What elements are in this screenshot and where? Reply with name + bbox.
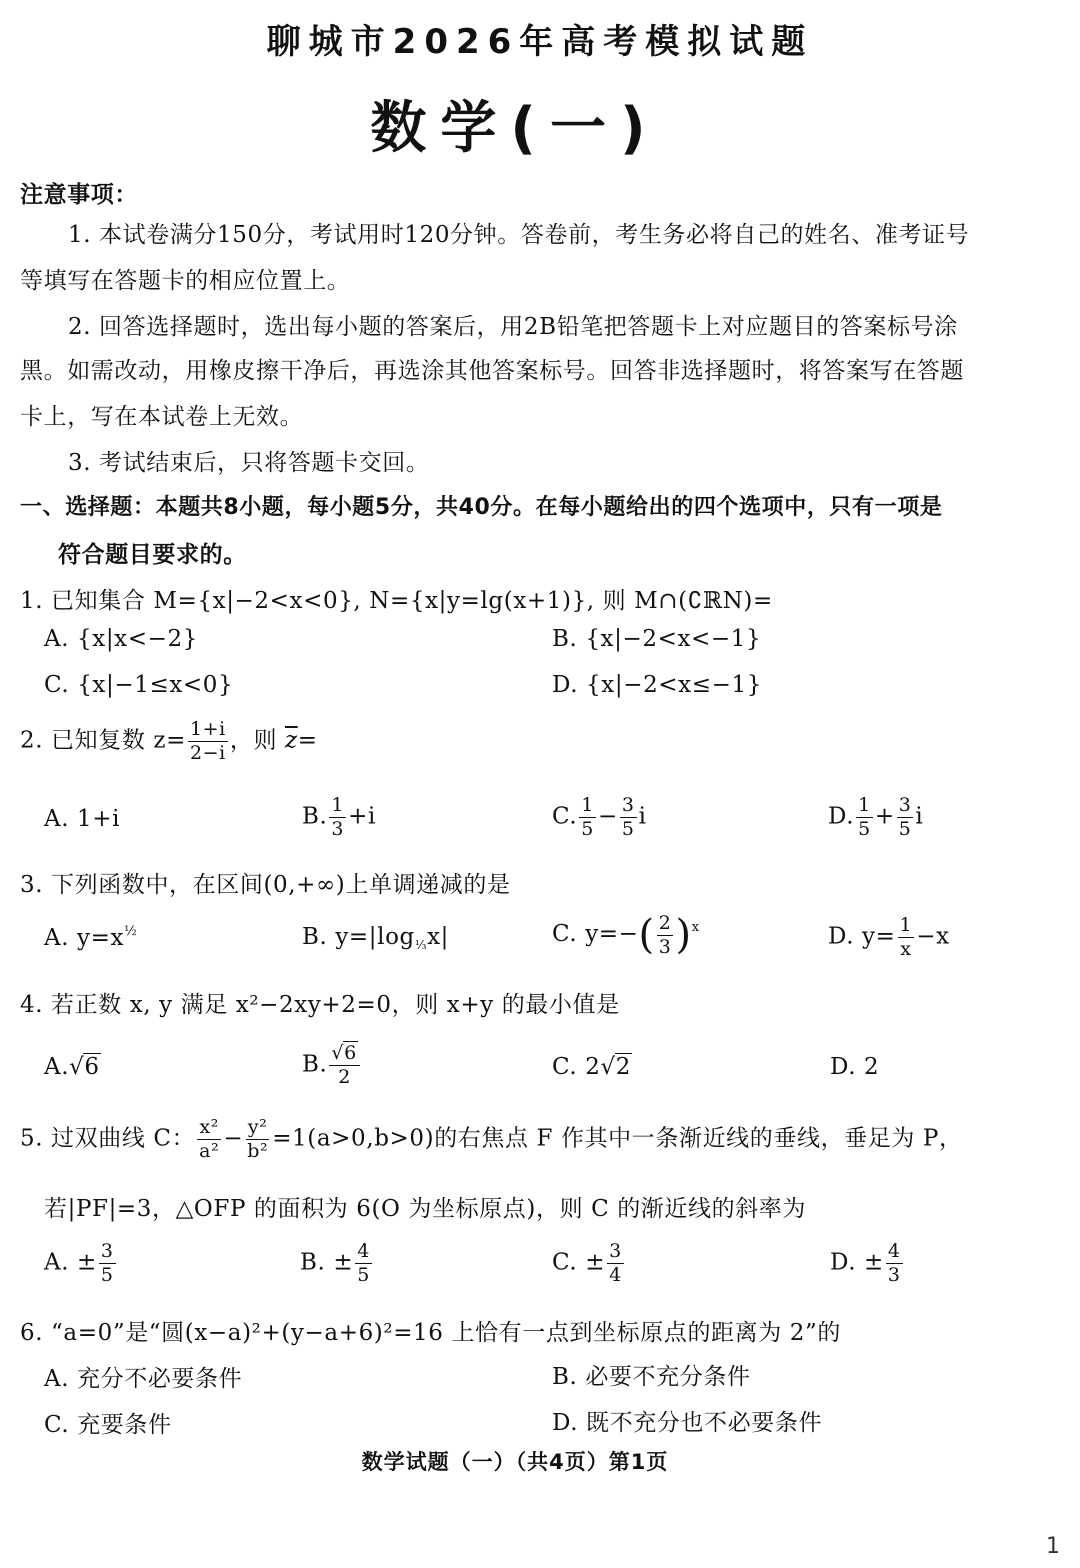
question-5-stem-line-1: 5. 过双曲线 C： $\frac{\text{x²}}{\text{a²}}$ − $\frac{\text{y²}}{\text{b²}}$ =1(a>0,b>0)的右焦点 F 作其中一条渐近线的垂线，垂足为 P， — [20, 1116, 963, 1162]
question-3-stem: 3. 下列函数中，在区间(0,+∞)上单调递减的是 — [20, 872, 511, 898]
question-3-option-c: C. y=−( $\frac{2}{3}$ )$^x$ — [552, 911, 700, 958]
question-4-option-c: C. 2√2 — [552, 1054, 631, 1080]
page-footer: 数学试题（一）（共4页）第1页 — [361, 1450, 669, 1474]
exam-subtitle: 数学(一) — [370, 96, 660, 161]
question-6-option-d: D. 既不充分也不必要条件 — [552, 1410, 823, 1436]
notice-item-1-line-2: 等填写在答题卡的相应位置上。 — [20, 268, 351, 294]
question-5-stem-line-2: 若|PF|=3，△OFP 的面积为 6(O 为坐标原点)，则 C 的渐近线的斜率为 — [44, 1196, 807, 1222]
question-6-option-a: A. 充分不必要条件 — [44, 1366, 243, 1392]
question-6-stem: 6. “a=0”是“圆(x−a)²+(y−a+6)²=16 上恰有一点到坐标原点的距离为 2”的 — [20, 1320, 841, 1346]
question-5-option-d: D. ± $\frac{4}{3}$ — [830, 1240, 901, 1286]
question-4-option-b: B. $\frac{√6}{2}$ — [302, 1044, 362, 1087]
question-4-option-d: D. 2 — [830, 1054, 880, 1080]
question-3-option-a: A. $y=x^{\frac{1}{2}}$ — [44, 924, 138, 951]
section-heading-line-1: 一、选择题：本题共8小题，每小题5分，共40分。在每小题给出的四个选项中，只有一项是 — [20, 495, 943, 520]
notice-heading: 注意事项： — [20, 182, 138, 208]
question-5-option-c: C. ± $\frac{3}{4}$ — [552, 1240, 622, 1286]
question-2-option-d: D. $\frac{1}{5}$ + $\frac{3}{5}$ i — [828, 794, 924, 840]
question-2-option-a: A. 1+i — [44, 806, 121, 832]
notice-item-2-line-1: 2. 回答选择题时，选出每小题的答案后，用2B铅笔把答题卡上对应题目的答案标号涂 — [68, 314, 958, 340]
question-3-option-d: D. y= $\frac{1}{x}$ −x — [828, 914, 950, 960]
exam-title: 聊城市2026年高考模拟试题 — [266, 22, 814, 62]
question-3-option-b: B. $y=|\log_{\frac{1}{3}}x|$ — [302, 924, 450, 952]
question-1-stem: 1. 已知集合 M={x|−2<x<0}, N={x|y=lg(x+1)}, 则 M∩(∁ℝN)= — [20, 588, 773, 614]
notice-item-1-line-1: 1. 本试卷满分150分，考试用时120分钟。答卷前，考生务必将自己的姓名、准考证号 — [68, 222, 970, 248]
question-6-option-b: B. 必要不充分条件 — [552, 1364, 751, 1390]
notice-item-2-line-3: 卡上，写在本试卷上无效。 — [20, 404, 304, 430]
question-1-option-c: C. {x|−1≤x<0} — [44, 672, 234, 698]
question-1-option-b: B. {x|−2<x<−1} — [552, 626, 762, 652]
question-2-stem: 2. 已知复数 z= $\frac{1+i}{2-i}$ ，则 $\overline{z}=$ — [20, 718, 318, 764]
question-2-option-c: C. $\frac{1}{5}$ − $\frac{3}{5}$ i — [552, 794, 647, 840]
question-1-option-a: A. {x|x<−2} — [44, 626, 198, 652]
notice-item-2-line-2: 黑。如需改动，用橡皮擦干净后，再选涂其他答案标号。回答非选择题时，将答案写在答题 — [20, 358, 964, 384]
section-heading-line-2: 符合题目要求的。 — [58, 542, 247, 568]
question-5-option-a: A. ± $\frac{3}{5}$ — [44, 1240, 114, 1286]
question-4-option-a: A.√6 — [44, 1054, 100, 1080]
question-4-stem: 4. 若正数 x, y 满足 x²−2xy+2=0，则 x+y 的最小值是 — [20, 992, 620, 1018]
question-5-option-b: B. ± $\frac{4}{5}$ — [300, 1240, 370, 1286]
question-6-option-c: C. 充要条件 — [44, 1412, 172, 1438]
question-1-option-d: D. {x|−2<x≤−1} — [552, 672, 762, 698]
question-2-option-b: B. $\frac{1}{3}$ +i — [302, 794, 376, 840]
page-number: 1 — [1046, 1534, 1060, 1559]
notice-item-3: 3. 考试结束后，只将答题卡交回。 — [68, 450, 430, 476]
